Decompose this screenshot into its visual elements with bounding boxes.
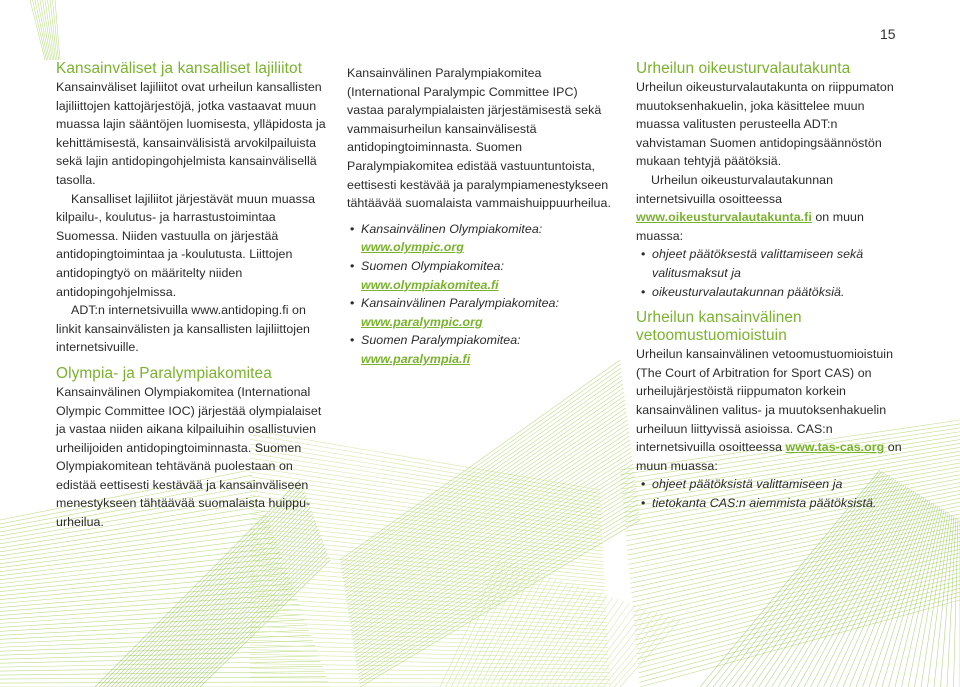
list-item: • ohjeet päätöksestä valittamiseen sekä valitusmaksut ja — [641, 247, 864, 280]
paragraph-oikeusturvalautakunta-web: Urheilun oikeusturvalautakunnan internetsivuilla osoitteessa www.oikeusturvalautakunta.fi on muun muassa: — [636, 172, 864, 243]
list-item: • Suomen Olympiakomitea: www.olympiakomitea.fi — [347, 257, 615, 294]
heading-oikeusturvalautakunta: Urheilun oikeusturvalautakunta — [636, 60, 851, 77]
paragraph-national-federations: Kansalliset lajiliitot järjestävät muun muassa kilpailu-, koulutus- ja harrastustoimintaa Suomessa. Niiden vastuulla on järjestää antidopingtoimintaa ja -koulutusta. Liittojen antidopingtyö on määritelty niiden antidopingohjelmissa. — [56, 191, 316, 299]
page-number: 15 — [880, 26, 896, 42]
link-paralympia-fi[interactable]: www.paralympia.fi — [361, 351, 471, 366]
link-list-committees — [347, 220, 615, 369]
fan-top-left — [30, 0, 60, 60]
link-olympic-org[interactable]: www.olympic.org — [361, 240, 464, 255]
paragraph-international-federations: Kansainväliset lajiliitot ovat urheilun kansallisten lajiliittojen kattojärjestöjä, jotka vastaavat muun muassa lajin sääntöjen luomisesta, ylläpidosta ja kehittämisestä, kansainvälisistä arvokilpailuista sekä lajin antidopingohjelmista kansainvälisellä tasolla. — [56, 80, 326, 187]
link-oikeusturvalautakunta[interactable]: www.oikeusturvalautakunta.fi — [636, 210, 812, 225]
list-oikeusturvalautakunta — [636, 245, 908, 301]
column-middle — [347, 64, 615, 369]
link-paralympic-org[interactable]: www.paralympic.org — [361, 314, 483, 329]
list-item: • ohjeet päätöksistä valittamiseen ja — [641, 477, 843, 492]
paragraph-oikeusturvalautakunta: Urheilun oikeusturvalautakunta on riippumaton muutoksenhakuelin, joka käsittelee muun muassa valitusten perusteella ADT:n vahvistaman Suomen antidopingsäännöstön mukaan tehtyjä päätöksiä. — [636, 80, 894, 169]
list-item: • tietokanta CAS:n aiemmista päätöksistä. — [641, 495, 877, 510]
paragraph-adt-links: ADT:n internetsivuilla www.antidoping.fi on linkit kansainvälisten ja kansallisten lajiliittojen internetsivuille. — [56, 303, 310, 355]
fan-center-mid — [340, 360, 640, 687]
paragraph-olympic-committees: Kansainvälinen Olympiakomitea (International Olympic Committee IOC) järjestää olympialaiset ja vastaa niiden aikana kilpailuihin osallistuvien urheilijoiden antidopingtoiminnasta. Suomen Olympiakomitean tehtävänä puolestaan on edistää eettisesti kestävää ja kansainväliseen menestykseen tähtäävää suomalaista huippuurheilua. — [56, 384, 322, 530]
column-right — [636, 60, 908, 512]
list-item: • Suomen Paralympiakomitea: www.paralympia.fi — [347, 331, 615, 368]
heading-olympic-committees: Olympia- ja Paralympiakomitea — [56, 364, 272, 382]
paragraph-cas: Urheilun kansainvälinen vetoomustuomioistuin (The Court of Arbitration for Sport CAS) on urheilujärjestöistä riippumaton korkein kansainvälinen valitus- ja muutoksenhakuelin urheiluun liittyvissä asioissa. CAS:n internetsivuilla osoitteessa www.tas-cas.org on muun muassa: — [636, 347, 902, 473]
list-cas — [636, 475, 908, 512]
heading-cas: Urheilun kansainvälinen vetoomustuomioistuin — [636, 309, 802, 345]
link-tas-cas[interactable]: www.tas-cas.org — [785, 440, 885, 455]
paragraph-paralympic-committee: Kansainvälinen Paralympiakomitea (International Paralympic Committee IPC) vastaa paralympialaisten järjestämisestä sekä vammaisurheilun kansainvälisestä antidopingtoiminnasta. Suomen Paralympiakomitea edistää vastuuntuntoista, eettisesti kestävää ja paralympiamenestykseen tähtäävää suomalaista vammaishuippuurheilua. — [347, 66, 611, 211]
list-item: • oikeusturvalautakunnan päätöksiä. — [641, 284, 845, 299]
link-olympiakomitea-fi[interactable]: www.olympiakomitea.fi — [361, 277, 499, 292]
list-item: • Kansainvälinen Paralympiakomitea: www.paralympic.org — [347, 294, 615, 331]
column-left — [56, 60, 331, 532]
heading-lajiliitot: Kansainväliset ja kansalliset lajiliitot — [56, 60, 303, 77]
list-item: • Kansainvälinen Olympiakomitea: www.olympic.org — [347, 220, 615, 257]
